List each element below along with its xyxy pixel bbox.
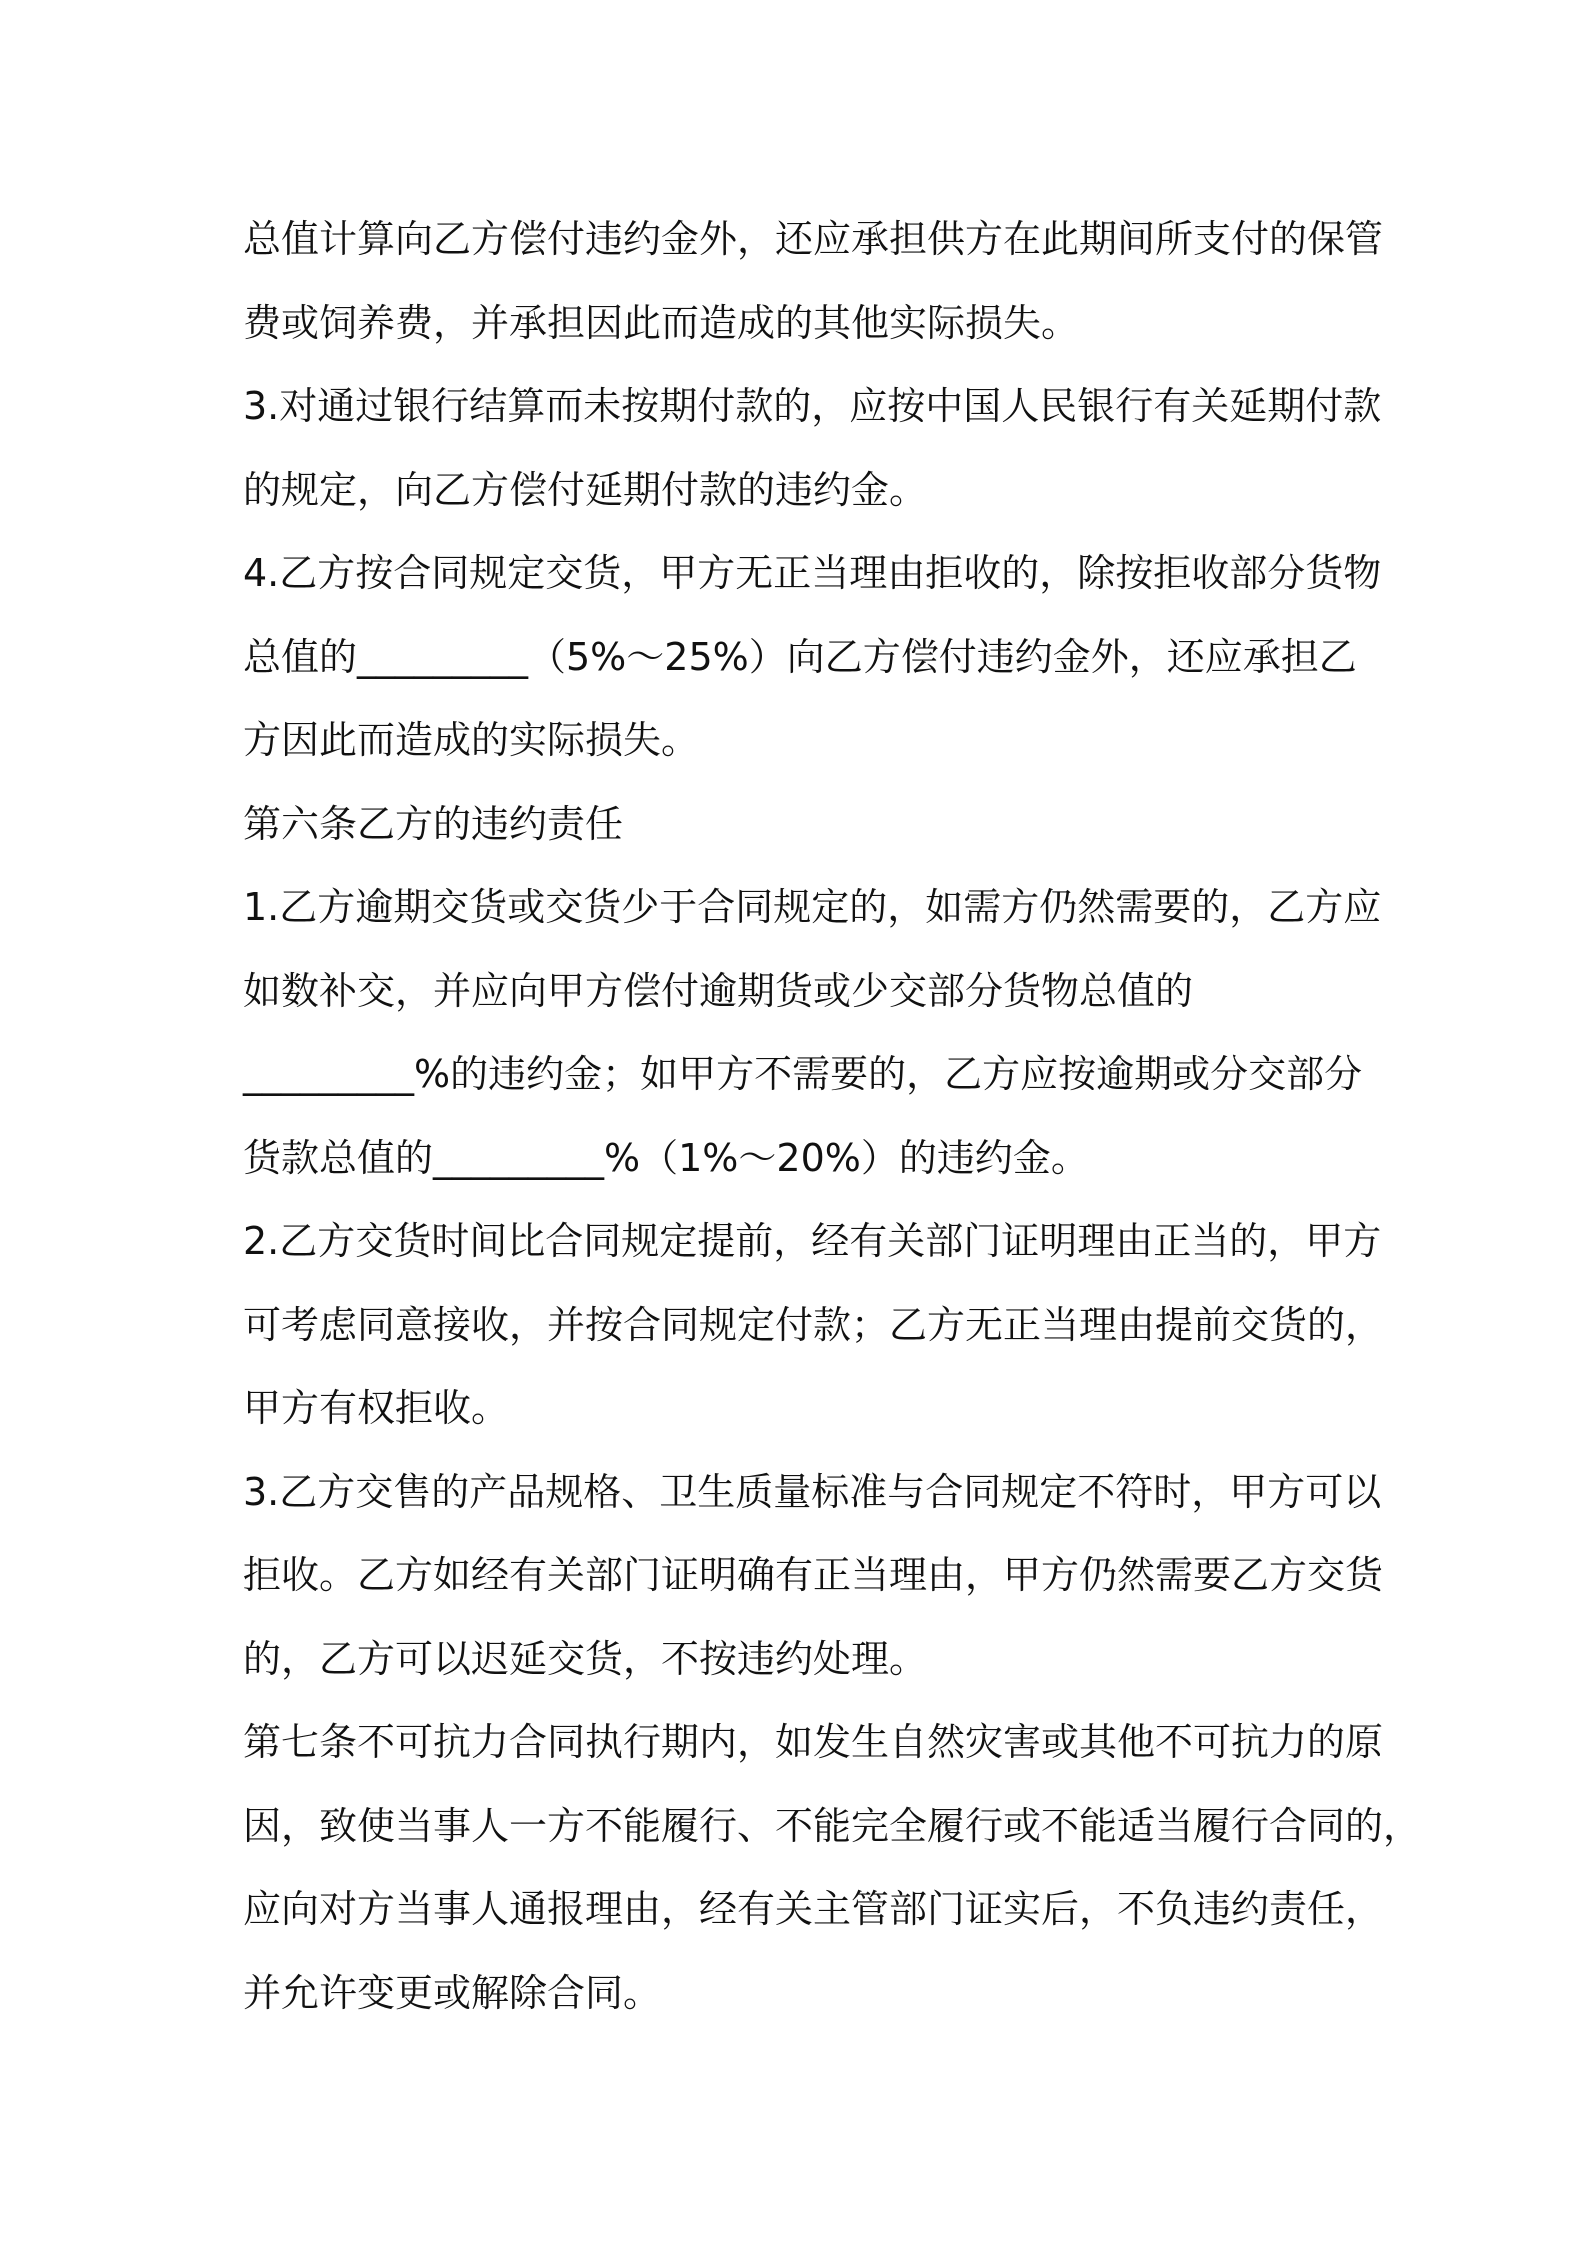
text-line: 第七条不可抗力合同执行期内，如发生自然灾害或其他不可抗力的原 <box>243 1720 1384 1764</box>
text-line: 费或饲养费，并承担因此而造成的其他实际损失。 <box>243 300 1080 345</box>
text-line: 如数补交，并应向甲方偿付逾期货或少交部分货物总值的 <box>243 968 1194 1013</box>
text-line: 1.乙方逾期交货或交货少于合同规定的，如需方仍然需要的，乙方应 <box>243 885 1382 929</box>
text-line: 总值的_________（5%～25%）向乙方偿付违约金外，还应承担乙 <box>243 634 1357 679</box>
text-line: 第六条乙方的违约责任 <box>243 801 624 846</box>
text-line: 3.乙方交售的产品规格、卫生质量标准与合同规定不符时，甲方可以 <box>243 1469 1382 1514</box>
text-line: 2.乙方交货时间比合同规定提前，经有关部门证明理由正当的，甲方 <box>243 1219 1382 1263</box>
text-line: 因，致使当事人一方不能履行、不能完全履行或不能适当履行合同的， <box>243 1803 1422 1848</box>
text-line: _________%的违约金；如甲方不需要的，乙方应按逾期或分交部分 <box>243 1052 1363 1096</box>
text-line: 甲方有权拒收。 <box>243 1386 510 1430</box>
text-line: 拒收。乙方如经有关部门证明确有正当理由，甲方仍然需要乙方交货 <box>243 1553 1384 1597</box>
text-line: 方因此而造成的实际损失。 <box>243 718 700 762</box>
document-body <box>243 198 1422 2035</box>
text-line: 4.乙方按合同规定交货，甲方无正当理由拒收的，除按拒收部分货物 <box>243 551 1382 595</box>
text-line: 并允许变更或解除合同。 <box>243 1970 662 2015</box>
text-line: 应向对方当事人通报理由，经有关主管部门证实后，不负违约责任， <box>243 1887 1384 1931</box>
text-line: 总值计算向乙方偿付违约金外，还应承担供方在此期间所支付的保管 <box>243 217 1384 261</box>
text-line: 的规定，向乙方偿付延期付款的违约金。 <box>243 467 928 512</box>
text-line: 3.对通过银行结算而未按期付款的，应按中国人民银行有关延期付款 <box>243 384 1382 428</box>
text-line: 货款总值的_________%（1%～20%）的违约金。 <box>243 1135 1089 1180</box>
text-line: 的，乙方可以迟延交货，不按违约处理。 <box>243 1636 928 1681</box>
text-line: 可考虑同意接收，并按合同规定付款；乙方无正当理由提前交货的， <box>243 1302 1384 1347</box>
